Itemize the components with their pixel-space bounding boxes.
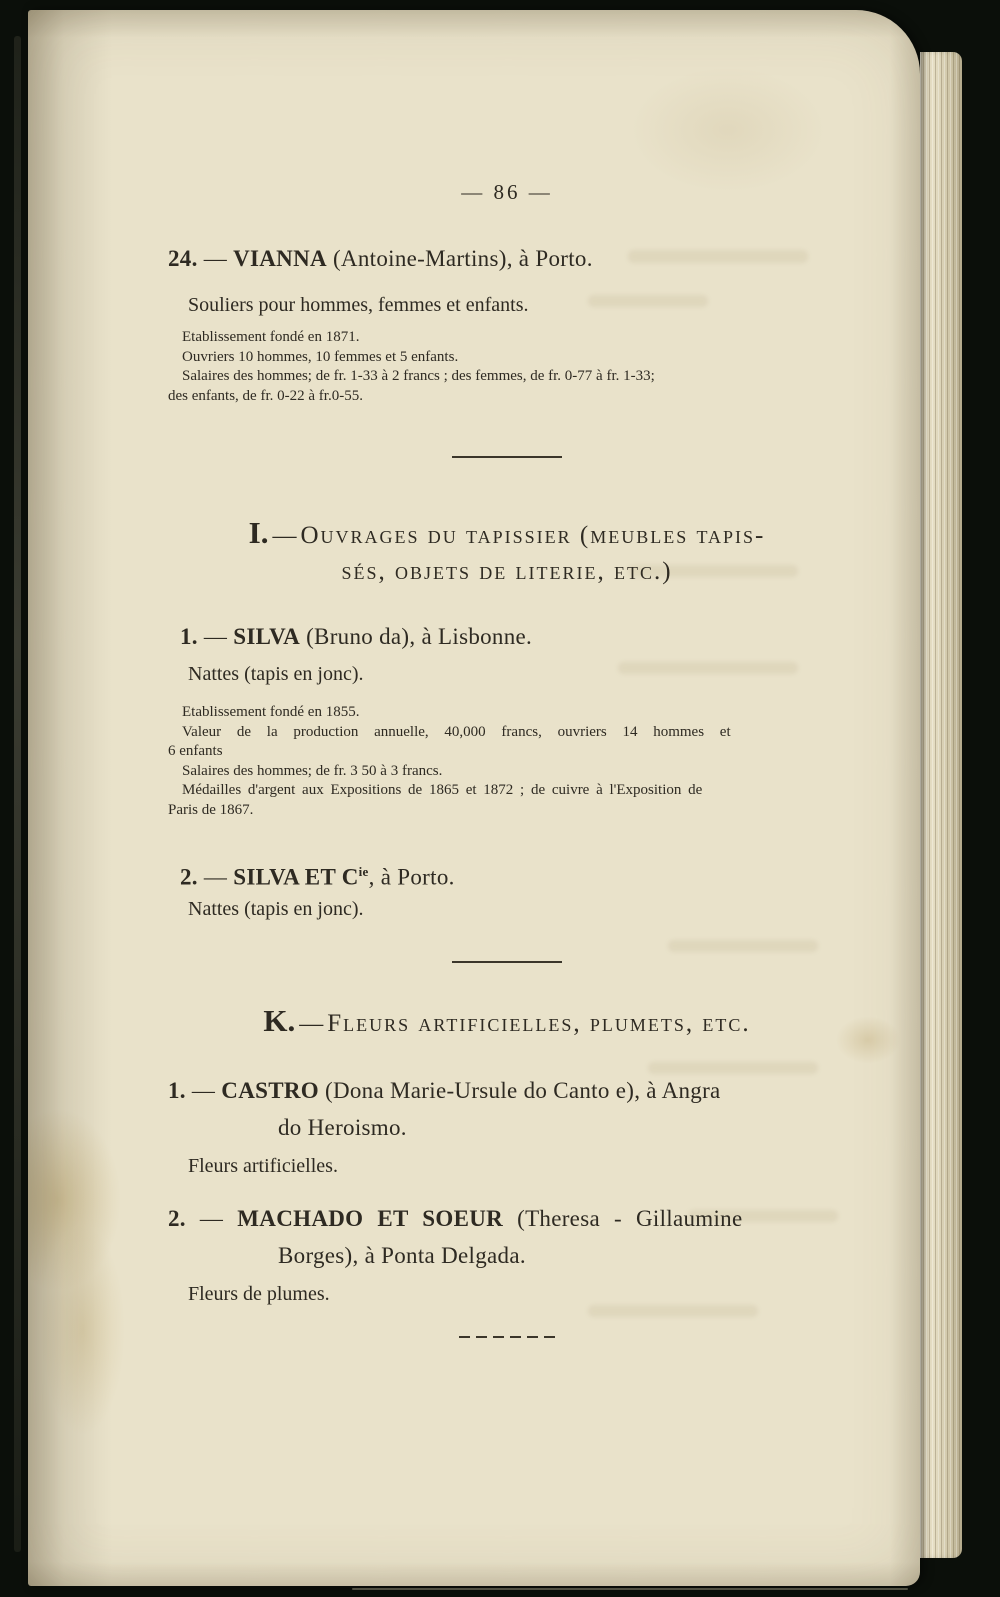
section-divider: [452, 456, 562, 458]
page-content: [168, 10, 846, 1586]
dash-separator: —: [203, 864, 228, 890]
book-cover-edge: [14, 36, 21, 1552]
entry-line-2: do Heroismo.: [278, 1115, 407, 1140]
section-title-line: [168, 1003, 846, 1039]
page-number: — 86 —: [461, 180, 553, 204]
detail-line: Médailles d'argent aux Expositions de 1865 et 1872 ; de cuivre à l'Exposition de: [182, 782, 703, 798]
scan-artifact-line: [352, 1588, 908, 1590]
company-superscript: ie: [358, 864, 369, 879]
establishment-details-silva: [168, 703, 868, 820]
section-letter: K.: [263, 1003, 296, 1038]
dash-separator: —: [203, 624, 228, 649]
book-page-edges: [920, 52, 962, 1558]
section-heading-k: [168, 1003, 846, 1039]
book-page: [28, 10, 920, 1586]
section-title: Fleurs artificielles, plumets, etc.: [327, 1010, 751, 1037]
detail-line: Paris de 1867.: [168, 801, 254, 818]
exhibitor-location: (Bruno da), à Lisbonne.: [306, 624, 533, 649]
exhibitor-location: (Dona Marie-Ursule do Canto e), à Angra: [325, 1078, 721, 1103]
detail-line: 6 enfants: [168, 743, 223, 759]
exhibitor-name: SILVA ET C: [233, 864, 359, 890]
detail-line: Etablissement fondé en 1871.: [182, 329, 360, 345]
dash-separator: —: [199, 1206, 224, 1231]
product-description: Souliers pour hommes, femmes et enfants.: [188, 294, 529, 316]
dash-separator: —: [272, 523, 297, 549]
section-title-line-2: [168, 558, 846, 586]
detail-line: Ouvriers 10 hommes, 10 femmes et 5 enfants.: [182, 348, 459, 365]
entry-number: 2.: [180, 864, 198, 890]
entry-heading-silva-cie: [180, 853, 455, 896]
exhibitor-name: CASTRO: [221, 1078, 319, 1103]
entry-heading-silva: [180, 618, 532, 655]
section-letter: I.: [248, 515, 269, 550]
entry-heading-vianna: [168, 240, 593, 277]
product-description: Nattes (tapis en jonc).: [188, 663, 364, 685]
exhibitor-location: (Theresa - Gillaumine: [517, 1206, 743, 1231]
product-description: Nattes (tapis en jonc).: [188, 898, 364, 920]
entry-number: 1.: [180, 624, 198, 649]
entry-number: 1.: [168, 1078, 186, 1103]
entry-line-1: [168, 1200, 743, 1237]
detail-line: des enfants, de fr. 0-22 à fr.0-55.: [168, 387, 363, 404]
entry-heading-castro: [168, 1072, 721, 1146]
section-heading-i: [168, 515, 846, 586]
detail-line: Etablissement fondé en 1855.: [182, 704, 360, 720]
entry-heading-machado: [168, 1200, 743, 1274]
detail-line: Salaires des hommes; de fr. 1-33 à 2 francs ; des femmes, de fr. 0-77 à fr. 1-33;: [182, 368, 655, 384]
dash-separator: —: [203, 246, 228, 271]
exhibitor-name: SILVA: [233, 624, 301, 649]
section-title-continuation: sés, objets de literie, etc.): [341, 558, 673, 585]
detail-line: Valeur de la production annuelle, 40,000 francs, ouvriers 14 hommes et: [182, 723, 731, 740]
entry-line-2: Borges), à Ponta Delgada.: [278, 1243, 526, 1268]
exhibitor-name: MACHADO ET SOEUR: [237, 1206, 504, 1231]
dash-separator: —: [299, 1011, 324, 1037]
exhibitor-location: , à Porto.: [368, 864, 455, 890]
exhibitor-name: VIANNA: [233, 246, 327, 271]
detail-line: Salaires des hommes; de fr. 3 50 à 3 francs.: [182, 762, 443, 779]
establishment-details-vianna: [168, 328, 868, 406]
section-divider: [452, 961, 562, 963]
section-title: Ouvrages du tapissier (meubles tapis-: [300, 522, 766, 549]
product-description: Fleurs artificielles.: [188, 1155, 338, 1177]
entry-number: 24.: [168, 246, 198, 271]
exhibitor-location: (Antoine-Martins), à Porto.: [332, 246, 593, 271]
section-title-line-1: [168, 515, 846, 551]
dash-separator: —: [191, 1078, 216, 1103]
end-divider-dashed: [459, 1336, 555, 1338]
entry-line-1: [168, 1072, 721, 1109]
entry-number: 2.: [168, 1206, 186, 1231]
product-description: Fleurs de plumes.: [188, 1283, 330, 1305]
